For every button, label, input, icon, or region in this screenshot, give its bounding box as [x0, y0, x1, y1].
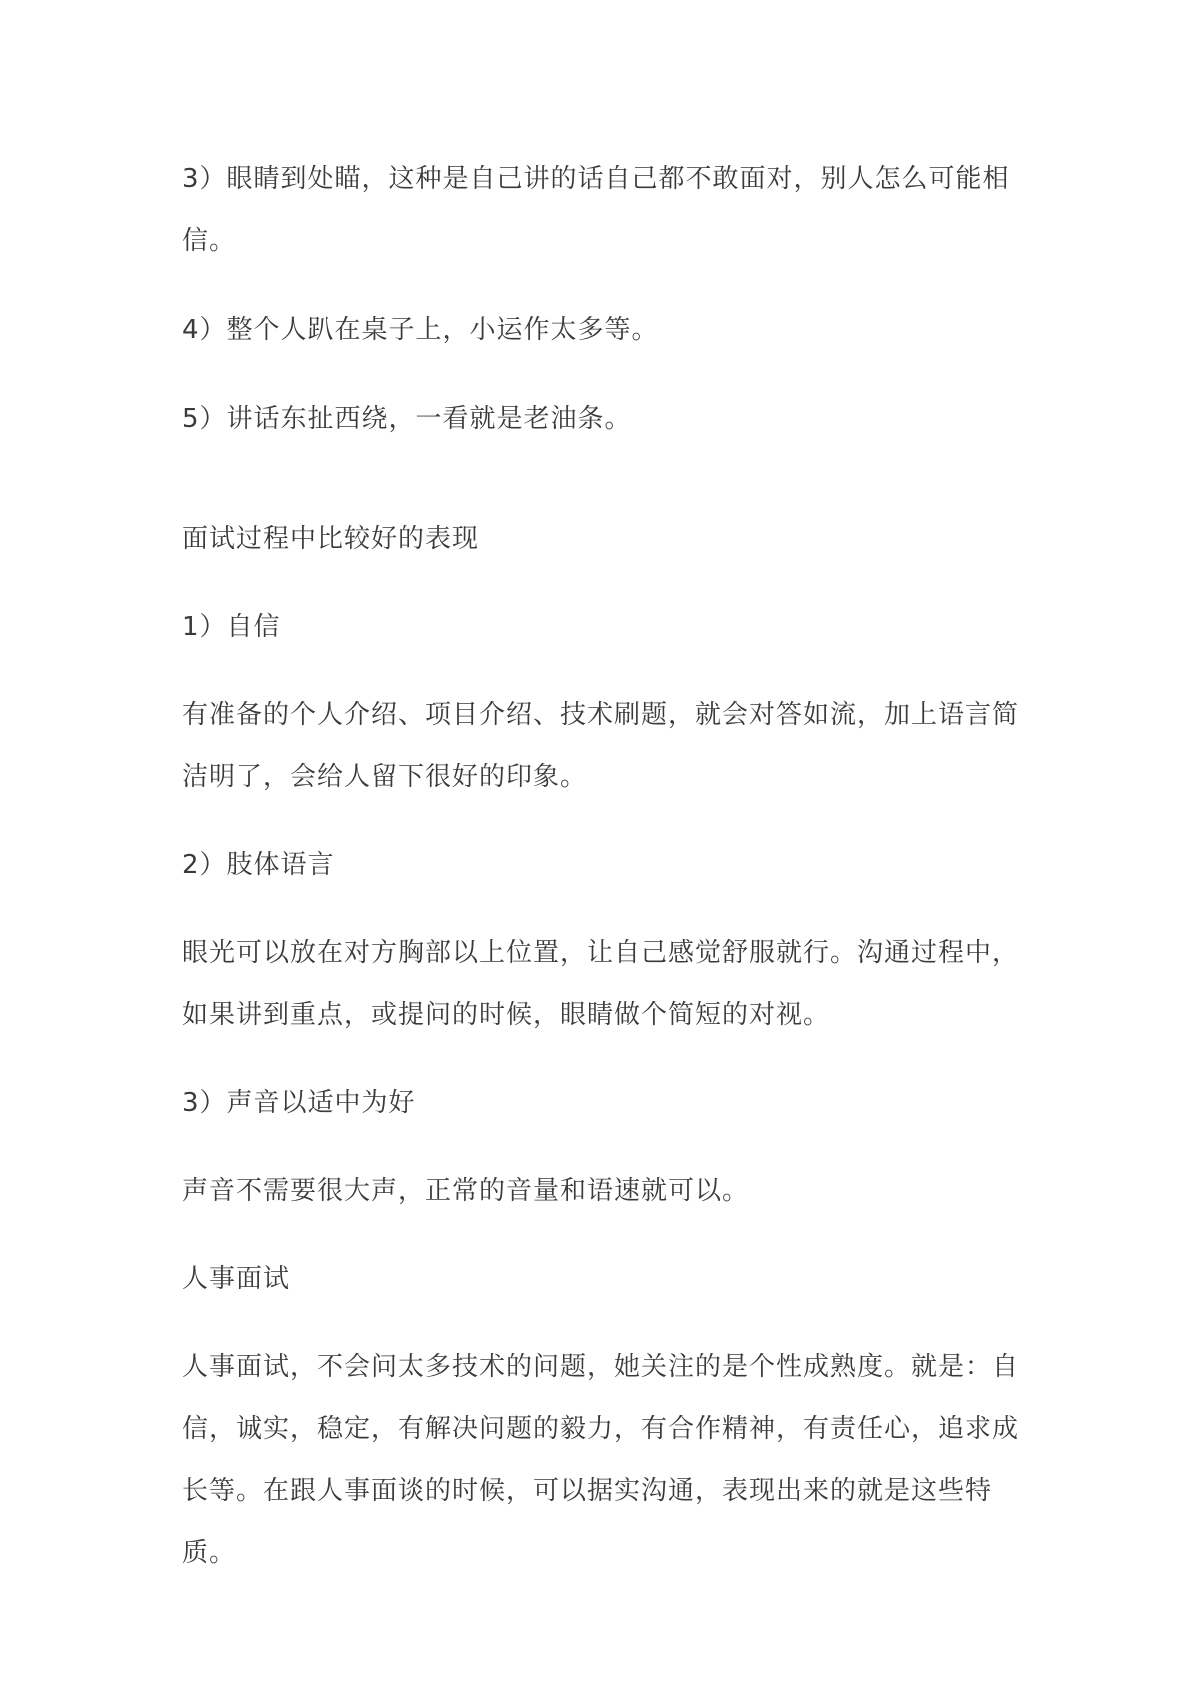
bad-point-5: 5）讲话东扯西绕，一看就是老油条。 [182, 404, 632, 434]
bad-point-3: 3）眼睛到处瞄，这种是自己讲的话自己都不敢面对，别人怎么可能相信。 [182, 164, 1010, 256]
good-point-3-body: 声音不需要很大声，正常的音量和语速就可以。 [182, 1176, 750, 1206]
section-heading-good-performance: 面试过程中比较好的表现 [182, 524, 480, 554]
good-point-3-title: 3）声音以适中为好 [182, 1088, 416, 1118]
good-point-2-title: 2）肢体语言 [182, 850, 335, 880]
good-point-1-body: 有准备的个人介绍、项目介绍、技术刷题，就会对答如流，加上语言简洁明了，会给人留下很好的印象。 [182, 700, 1020, 792]
bad-point-4: 4）整个人趴在桌子上，小运作太多等。 [182, 315, 659, 345]
hr-interview-body: 人事面试，不会问太多技术的问题，她关注的是个性成熟度。就是：自信，诚实，稳定，有解决问题的毅力，有合作精神，有责任心，追求成长等。在跟人事面谈的时候，可以据实沟通，表现出来的就是这些特质。 [182, 1352, 1020, 1568]
good-point-2-body: 眼光可以放在对方胸部以上位置，让自己感觉舒服就行。沟通过程中，如果讲到重点，或提问的时候，眼睛做个简短的对视。 [182, 938, 1020, 1030]
good-point-1-title: 1）自信 [182, 612, 281, 642]
section-heading-hr-interview: 人事面试 [182, 1264, 291, 1294]
document-body [182, 148, 1032, 1584]
